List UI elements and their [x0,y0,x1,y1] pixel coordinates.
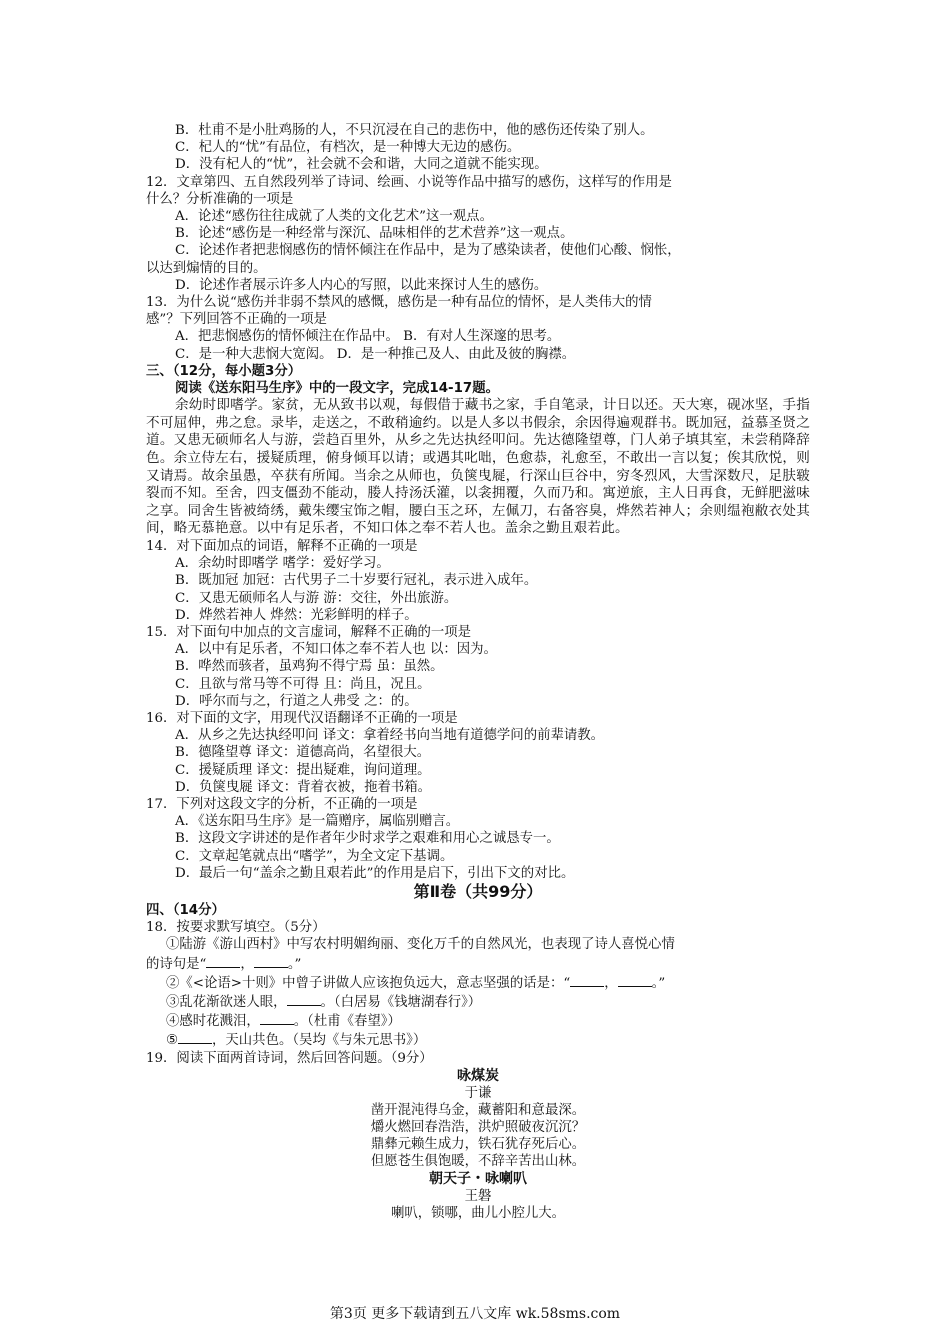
poem-1-title: 咏煤炭 [457,1067,499,1084]
text-line: D．没有杞人的“忧”，社会就不会和谐，大同之道就不能实现。 [175,157,548,173]
poem-line: 凿开混沌得乌金，藏蓄阳和意最深。 [370,1102,586,1118]
poem-1-body [146,1102,810,1170]
answer-blank[interactable] [570,973,604,987]
text-line: B．杜甫不是小肚鸡肠的人，不只沉浸在自己的悲伤中，他的感伤还传染了别人。 [175,123,654,138]
text-line: 16．对下面的文字，用现代汉语翻译不正确的一项是 [146,711,458,727]
poem-line: 喇叭，锁哪，曲儿小腔儿大。 [390,1205,566,1221]
q18-2-comma: ， [604,975,618,991]
text-line: A．《送东阳马生序》是一篇赠序，属临别赠言。 [175,814,460,830]
question-18-1-a: ①陆游《游山西村》中写农村明媚绚丽、变化万千的自然风光，也表现了诗人喜悦心情 [166,937,675,953]
poem-line: 鼎彝元赖生成力，铁石犹存死后心。 [370,1136,586,1152]
text-line: A．论述“感伤往往成就了人类的文化艺术”这一观点。 [175,209,493,225]
text-line: B．哗然而骇者，虽鸡狗不得宁焉 虽：虽然。 [175,659,444,675]
text-line: B．既加冠 加冠：古代男子二十岁要行冠礼，表示进入成年。 [175,573,538,589]
text-line: D．论述作者展示许多人内心的写照，以此来探讨人生的感伤。 [175,277,548,293]
text-line: A．把悲悯感伤的情怀倾注在作品中。 B．有对人生深邃的思考。 [175,329,561,345]
text-line: D．最后一句“盖余之勤且艰若此”的作用是启下，引出下文的对比。 [175,865,575,881]
text-line: A．余幼时即嗜学 嗜学：爱好学习。 [175,556,390,572]
question-18-5 [146,1030,810,1049]
section-3-heading: 三、（12分，每小题3分） [146,363,302,379]
question-18-1-b [146,954,810,973]
text-line: 什么？分析准确的一项是 [146,191,294,207]
text-line: C．是一种大悲悯大宽闳。 D．是一种推己及人、由此及彼的胸襟。 [175,346,576,362]
poem-2-author: 王磐 [464,1188,492,1204]
text-line: 12．文章第四、五自然段列举了诗词、绘画、小说等作品中描写的感伤，这样写的作用是 [146,174,672,190]
text-line: A．以中有足乐者，不知口体之奉不若人也 以：因为。 [175,642,497,658]
text-line: 以达到煽情的目的。 [146,260,267,276]
questions-14-17 [146,538,810,882]
text-line: 14．对下面加点的词语，解释不正确的一项是 [146,539,418,554]
text-line: C．论述作者把悲悯感伤的情怀倾注在作品中，是为了感染读者，使他们心酸、悯怅， [175,243,681,259]
page-footer: 第3页 更多下载请到五八文库 wk.58sms.com [329,1306,621,1322]
section-4-heading: 四、（14分） [146,903,225,919]
text-line: A．从乡之先达执经叩问 译文：拿着经书向当地有道德学问的前辈请教。 [175,728,605,744]
question-18-2 [146,973,810,992]
text-line: B．论述“感伤是一种经常与深沉、品味相伴的艺术营养”这一观点。 [175,226,574,242]
answer-blank[interactable] [206,954,240,968]
text-line: C．援疑质理 译文：提出疑难，询问道理。 [175,762,431,778]
q18-3-suffix: 。（白居易《钱塘湖春行》） [320,995,482,1011]
q18-2-suffix: 。” [651,975,666,991]
questions-11-13 [146,122,810,363]
q18-4-prefix: ④感时花溅泪， [166,1014,260,1030]
poem-line: 爝火燃回春浩浩，洪炉照破夜沉沉？ [370,1119,586,1135]
volume-2-title: 第Ⅱ卷（共99分） [413,882,543,902]
q18-3-prefix: ③乱花渐欲迷人眼， [166,995,287,1011]
answer-blank[interactable] [178,1030,212,1044]
q18-5-prefix: ⑤ [166,1033,179,1049]
answer-blank[interactable] [287,992,321,1006]
text-line: C．文章起笔就点出“嗜学”，为全文定下基调。 [175,848,454,864]
answer-blank[interactable] [618,973,652,987]
text-line: C．杞人的“忧”有品位，有档次，是一种博大无边的感伤。 [175,140,521,156]
text-line: B．这段文字讲述的是作者年少时求学之艰难和用心之诚恳专一。 [175,831,560,847]
question-19: 19．阅读下面两首诗词，然后回答问题。（9分） [146,1050,433,1066]
question-18-4 [146,1011,810,1030]
q18-1-comma: ， [240,956,254,972]
question-18: 18．按要求默写填空。（5分） [146,920,326,936]
q18-1-prefix: 的诗句是“ [146,956,207,972]
text-line: 15．对下面句中加点的文言虚词，解释不正确的一项是 [146,625,472,641]
text-line: C．又患无硕师名人与游 游：交往，外出旅游。 [175,590,458,606]
exam-page [146,122,810,1222]
q18-5-suffix: ，天山共色。（吴均《与朱元思书》） [212,1033,427,1049]
answer-blank[interactable] [254,954,288,968]
answer-blank[interactable] [260,1011,294,1025]
poem-2-body [146,1205,810,1222]
text-line: 感”？下列回答不正确的一项是 [146,312,327,328]
q18-4-suffix: 。（杜甫《春望》） [293,1014,401,1030]
text-line: D．负箧曳屣 译文：背着衣被，拖着书箱。 [175,779,432,795]
q18-2-prefix: ②《<论语>十则》中曾子讲做人应该抱负远大，意志坚强的话是：“ [166,975,571,991]
poem-2-title: 朝天子・咏喇叭 [429,1170,527,1187]
reading-instruction: 阅读《送东阳马生序》中的一段文字，完成14-17题。 [175,381,500,397]
poem-line: 但愿苍生俱饱暖，不辞辛苦出山林。 [370,1153,586,1169]
text-line: 17．下列对这段文字的分析，不正确的一项是 [146,797,418,813]
classical-passage: 余幼时即嗜学。家贫，无从致书以观，每假借于藏书之家，手自笔录，计日以还。天大寒，砚冰坚，手指不可屈伸，弗之怠。录毕，走送之，不敢稍逾约。以是人多以书假余，余因得遍观群书。既加冠，益慕圣贤之道。又患无硕师名人与游，尝趋百里外，从乡之先达执经叩问。先达德隆望尊，门人弟子填其室，未尝稍降辞色。余立侍左右，援疑质理，俯身倾耳以请；或遇其叱咄，色愈恭，礼愈至，不敢出一言以复；俟其欣悦，则又请焉。故余虽愚，卒获有所闻。当余之从师也，负箧曳屣，行深山巨谷中，穷冬烈风，大雪深数尺，足肤皲裂而不知。至舍，四支僵劲不能动，媵人持汤沃灌，以衾拥覆，久而乃和。寓逆旅，主人日再食，无鲜肥滋味之享。同舍生皆被绮绣，戴朱缨宝饰之帽，腰白玉之环，左佩刀，右备容臭，烨然若神人；余则缊袍敝衣处其间，略无慕艳意。以中有足乐者，不知口体之奉不若人也。盖余之勤且艰若此。 [146,397,810,537]
poem-1-author: 于谦 [464,1085,492,1101]
q18-1-suffix: 。” [287,956,302,972]
text-line: D．呼尔而与之，行道之人弗受 之：的。 [175,693,418,709]
text-line: C．且欲与常马等不可得 且：尚且，况且。 [175,676,431,692]
text-line: D．烨然若神人 烨然：光彩鲜明的样子。 [175,607,418,623]
text-line: B．德隆望尊 译文：道德高尚，名望很大。 [175,745,431,761]
question-18-3 [146,992,810,1011]
text-line: 13．为什么说“感伤并非弱不禁风的感慨，感伤是一种有品位的情怀，是人类伟大的情 [146,295,652,311]
